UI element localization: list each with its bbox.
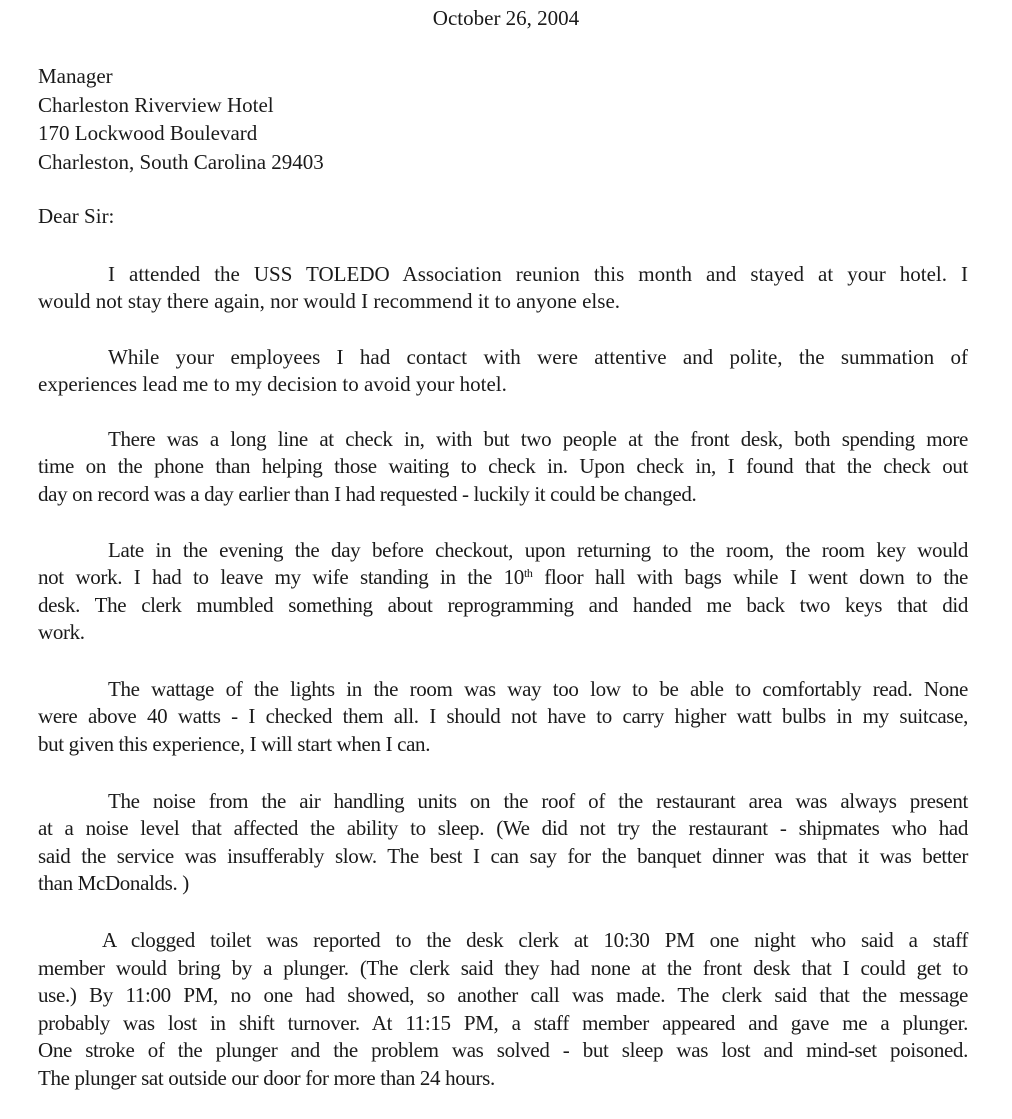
- paragraph-line: time on the phone than helping those waiting to check in. Upon check in, I found that the check out: [38, 454, 968, 479]
- paragraph-line: would not stay there again, nor would I recommend it to anyone else.: [38, 289, 621, 314]
- paragraph-line: There was a long line at check in, with but two people at the front desk, both spending more: [108, 427, 968, 451]
- paragraph-room-key: [38, 537, 968, 646]
- ordinal-superscript: th: [523, 566, 533, 581]
- paragraph-line: member would bring by a plunger. (The clerk said they had none at the front desk that I could get to: [38, 955, 968, 980]
- paragraph-noise: [38, 788, 968, 897]
- paragraph-lighting: [38, 676, 968, 758]
- paragraph-employees: [38, 344, 968, 399]
- recipient-address: [38, 62, 324, 176]
- paragraph-reunion-stay: [38, 261, 968, 316]
- line-text: not work. I had to leave my wife standing in the 10: [38, 565, 524, 590]
- paragraph-line: than McDonalds. ): [38, 870, 189, 895]
- paragraph-check-in: [38, 426, 968, 508]
- paragraph-line: The wattage of the lights in the room was way too low to be able to comfortably read. None: [108, 677, 968, 701]
- paragraph-clogged-toilet: [38, 927, 968, 1092]
- paragraph-line: Late in the evening the day before checkout, upon returning to the room, the room key would: [108, 538, 968, 562]
- paragraph-line: said the service was insufferably slow. The best I can say for the banquet dinner was that it was better: [38, 843, 968, 868]
- paragraph-line: were above 40 watts - I checked them all. I should not have to carry higher watt bulbs in my suitcase,: [38, 704, 968, 729]
- paragraph-line: While your employees I had contact with were attentive and polite, the summation of: [108, 345, 968, 369]
- paragraph-line: but given this experience, I will start when I can.: [38, 731, 431, 756]
- recipient-city-state-zip: Charleston, South Carolina 29403: [38, 149, 324, 174]
- recipient-organization: Charleston Riverview Hotel: [38, 92, 274, 117]
- paragraph-line: probably was lost in shift turnover. At 11:15 PM, a staff member appeared and gave me a plunger.: [38, 1010, 968, 1035]
- paragraph-line: The noise from the air handling units on the roof of the restaurant area was always present: [108, 789, 968, 813]
- paragraph-line: desk. The clerk mumbled something about reprogramming and handed me back two keys that did: [38, 592, 968, 617]
- paragraph-line: at a noise level that affected the ability to sleep. (We did not try the restaurant - shipmates who had: [38, 816, 968, 841]
- paragraph-line: I attended the USS TOLEDO Association reunion this month and stayed at your hotel. I: [108, 262, 968, 286]
- paragraph-line: One stroke of the plunger and the problem was solved - but sleep was lost and mind-set poisoned.: [38, 1038, 968, 1062]
- paragraph-line: A clogged toilet was reported to the desk clerk at 10:30 PM one night who said a staff: [102, 928, 968, 952]
- recipient-title: Manager: [38, 64, 113, 88]
- paragraph-line: experiences lead me to my decision to avoid your hotel.: [38, 372, 507, 397]
- line-text: floor hall with bags while I went down to the: [532, 565, 969, 590]
- paragraph-line: day on record was a day earlier than I had requested - luckily it could be changed.: [38, 481, 697, 506]
- paragraph-line: The plunger sat outside our door for more than 24 hours.: [38, 1065, 495, 1090]
- letter-date: October 26, 2004: [432, 6, 580, 30]
- recipient-street: 170 Lockwood Boulevard: [38, 121, 258, 145]
- salutation: Dear Sir:: [38, 204, 115, 228]
- paragraph-line: use.) By 11:00 PM, no one had showed, so another call was made. The clerk said that the message: [38, 983, 968, 1007]
- paragraph-line-with-superscript: [38, 564, 968, 591]
- paragraph-line: work.: [38, 619, 85, 644]
